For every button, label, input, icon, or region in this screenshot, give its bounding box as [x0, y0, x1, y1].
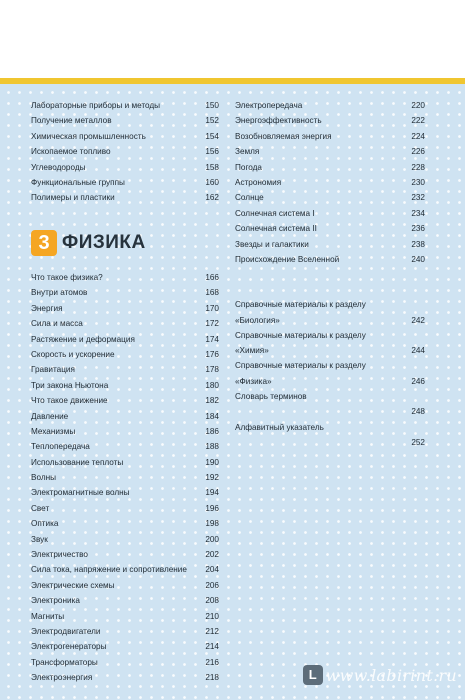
toc-entry: [31, 285, 219, 300]
toc-entry: [31, 501, 219, 516]
toc-entry-page: 244: [411, 346, 425, 356]
toc-entry-title: Внутри атомов: [31, 288, 88, 298]
toc-entry-page: 232: [411, 193, 425, 203]
toc-entry: [31, 578, 219, 593]
toc-left-bottom: [31, 270, 219, 686]
toc-entry: [235, 113, 425, 128]
toc-entry: [31, 424, 219, 439]
toc-entry-title: Энергоэффективность: [235, 116, 322, 126]
toc-entry-title: Электродвигатели: [31, 626, 101, 636]
toc-entry-page: 214: [205, 642, 219, 652]
toc-entry-title: Электрические схемы: [31, 580, 115, 590]
toc-entry-title: Использование теплоты: [31, 457, 124, 467]
toc-entry-title: Электропередача: [235, 101, 303, 110]
toc-entry-page: 182: [205, 396, 219, 406]
toc-entry-title: Полимеры и пластики: [31, 193, 115, 203]
toc-entry: [31, 378, 219, 393]
toc-entry-page: 230: [411, 177, 425, 187]
toc-entry-title: Электрогенераторы: [31, 642, 107, 652]
toc-entry-page: 202: [205, 550, 219, 560]
toc-entry: [31, 316, 219, 331]
toc-entry: [235, 237, 425, 252]
toc-entry-page: 152: [205, 116, 219, 126]
toc-entry-title: Получение металлов: [31, 116, 112, 126]
toc-gap: [235, 267, 425, 297]
toc-entry-title: Магниты: [31, 611, 65, 621]
toc-entry-page: 240: [411, 254, 425, 264]
toc-entry-page: 238: [411, 239, 425, 249]
toc-entry: [235, 297, 425, 328]
toc-entry-page: 150: [205, 101, 219, 110]
toc-entry-page: 236: [411, 224, 425, 234]
toc-entry-page: 186: [205, 426, 219, 436]
toc-entry-title: Теплопередача: [31, 442, 90, 452]
toc-entry-title: Механизмы: [31, 426, 76, 436]
toc-entry-title: Растяжение и деформация: [31, 334, 135, 344]
toc-entry-page: 196: [205, 503, 219, 513]
toc-entry-title: Что такое движение: [31, 396, 108, 406]
toc-entry-title: Астрономия: [235, 177, 282, 187]
toc-entry: [235, 206, 425, 221]
toc-entry-page: 166: [205, 273, 219, 282]
toc-entry-page: 228: [411, 162, 425, 172]
toc-entry: [31, 362, 219, 377]
toc-entry-title: Лабораторные приборы и методы: [31, 101, 161, 110]
toc-entry-page: 154: [205, 131, 219, 141]
toc-entry-title: Земля: [235, 147, 260, 157]
toc-entry: [235, 252, 425, 267]
toc-entry: [31, 547, 219, 562]
toc-entry: [235, 328, 425, 359]
toc-entry-page: 208: [205, 596, 219, 606]
toc-entry: [235, 221, 425, 236]
toc-entry-page: 158: [205, 162, 219, 172]
toc-entry: [31, 144, 219, 159]
toc-entry-title: Функциональные группы: [31, 177, 125, 187]
toc-entry-title: Сила и масса: [31, 319, 83, 329]
toc-entry-page: 200: [205, 534, 219, 544]
toc-entry-page: 176: [205, 349, 219, 359]
toc-entry: [31, 593, 219, 608]
toc-entry-page: 246: [411, 376, 425, 386]
toc-entry-title: Электромагнитные волны: [31, 488, 130, 498]
toc-entry: [31, 609, 219, 624]
toc-entry: [31, 190, 219, 205]
toc-entry-title: Алфавитный указатель: [235, 422, 324, 432]
toc-entry-page: 194: [205, 488, 219, 498]
toc-entry: [31, 655, 219, 670]
toc-entry-page: 220: [411, 101, 425, 110]
toc-entry: [235, 98, 425, 113]
toc-entry-page: 172: [205, 319, 219, 329]
toc-entry: [31, 409, 219, 424]
watermark-text: www.labirint.ru: [325, 665, 457, 685]
toc-entry-title: Справочные материалы к разделу «Физика»: [235, 361, 366, 386]
top-margin: [0, 0, 465, 78]
toc-entry-page: 170: [205, 303, 219, 313]
toc-entry: [235, 420, 425, 451]
toc-entry-title: Происхождение Вселенной: [235, 254, 340, 264]
toc-entry: [31, 332, 219, 347]
toc-entry-page: 162: [205, 193, 219, 203]
toc-entry-page: 222: [411, 116, 425, 126]
toc-entry-page: 206: [205, 580, 219, 590]
labirint-logo-icon: L: [303, 665, 323, 685]
toc-entry-title: Солнце: [235, 193, 264, 203]
toc-entry-title: Звезды и галактики: [235, 239, 309, 249]
toc-entry: [235, 358, 425, 389]
toc-entry-title: Энергия: [31, 303, 63, 313]
toc-entry-title: Электроэнергия: [31, 673, 93, 683]
toc-entry-page: 252: [411, 437, 425, 447]
toc-entry: [31, 470, 219, 485]
toc-entry: [31, 639, 219, 654]
toc-entry: [31, 98, 219, 113]
toc-entry: [31, 455, 219, 470]
toc-entry-page: 210: [205, 611, 219, 621]
toc-entry: [31, 562, 219, 577]
toc-entry-page: 160: [205, 177, 219, 187]
toc-entry: [31, 485, 219, 500]
toc-entry: [235, 144, 425, 159]
toc-entry: [31, 270, 219, 285]
toc-entry: [31, 175, 219, 190]
toc-entry-title: Что такое физика?: [31, 273, 103, 282]
toc-entry-title: Солнечная система I: [235, 208, 315, 218]
toc-entry-page: 248: [411, 407, 425, 417]
toc-entry: [235, 190, 425, 205]
toc-entry-page: 234: [411, 208, 425, 218]
toc-entry-title: Свет: [31, 503, 50, 513]
toc-entry-page: 224: [411, 131, 425, 141]
toc-entry-title: Электроника: [31, 596, 80, 606]
toc-entry: [31, 516, 219, 531]
toc-entry-title: Давление: [31, 411, 69, 421]
toc-entry-title: Звук: [31, 534, 48, 544]
toc-entry-title: Трансформаторы: [31, 657, 98, 667]
toc-entry: [31, 532, 219, 547]
toc-entry-title: Углеводороды: [31, 162, 86, 172]
toc-entry: [31, 347, 219, 362]
toc-entry-title: Солнечная система II: [235, 224, 317, 234]
toc-entry-page: 226: [411, 147, 425, 157]
toc-entry: [31, 439, 219, 454]
toc-entry-title: Оптика: [31, 519, 59, 529]
toc-entry-page: 190: [205, 457, 219, 467]
toc-entry-title: Волны: [31, 473, 57, 483]
toc-entry-page: 216: [205, 657, 219, 667]
toc-entry: [31, 160, 219, 175]
toc-entry: [31, 129, 219, 144]
toc-entry-title: Ископаемое топливо: [31, 147, 111, 157]
toc-right: [235, 98, 425, 450]
toc-entry: [235, 175, 425, 190]
section-number-badge: 3: [31, 230, 57, 256]
toc-entry: [235, 129, 425, 144]
toc-entry: [235, 389, 425, 420]
toc-entry-page: 188: [205, 442, 219, 452]
toc-entry-title: Справочные материалы к разделу «Биология»: [235, 300, 366, 325]
toc-entry-page: 212: [205, 626, 219, 636]
toc-entry: [31, 301, 219, 316]
toc-entry: [31, 393, 219, 408]
toc-entry-page: 198: [205, 519, 219, 529]
toc-entry: [31, 670, 219, 685]
toc-entry-title: Сила тока, напряжение и сопротивление: [31, 565, 187, 575]
toc-entry-page: 204: [205, 565, 219, 575]
toc-entry-title: Словарь терминов: [235, 392, 307, 402]
toc-entry-title: Погода: [235, 162, 262, 172]
toc-entry-title: Электричество: [31, 550, 88, 560]
toc-entry: [31, 624, 219, 639]
toc-entry-title: Химическая промышленность: [31, 131, 146, 141]
toc-entry-title: Скорость и ускорение: [31, 349, 115, 359]
toc-entry-page: 218: [205, 673, 219, 683]
toc-entry-page: 184: [205, 411, 219, 421]
toc-entry-page: 242: [411, 315, 425, 325]
toc-entry-page: 174: [205, 334, 219, 344]
toc-entry-title: Возобновляемая энергия: [235, 131, 332, 141]
watermark: [303, 664, 457, 686]
section-heading: [31, 230, 211, 256]
section-title: ФИЗИКА: [62, 232, 146, 253]
toc-entry-page: 178: [205, 365, 219, 375]
toc-entry-title: Гравитация: [31, 365, 75, 375]
toc-entry-title: Три закона Ньютона: [31, 380, 109, 390]
toc-entry-page: 168: [205, 288, 219, 298]
toc-entry-title: Справочные материалы к разделу «Химия»: [235, 330, 366, 356]
toc-entry-page: 192: [205, 473, 219, 483]
toc-left-top: [31, 98, 219, 206]
toc-entry: [31, 113, 219, 128]
toc-entry-page: 156: [205, 147, 219, 157]
toc-entry: [235, 160, 425, 175]
toc-entry-page: 180: [205, 380, 219, 390]
